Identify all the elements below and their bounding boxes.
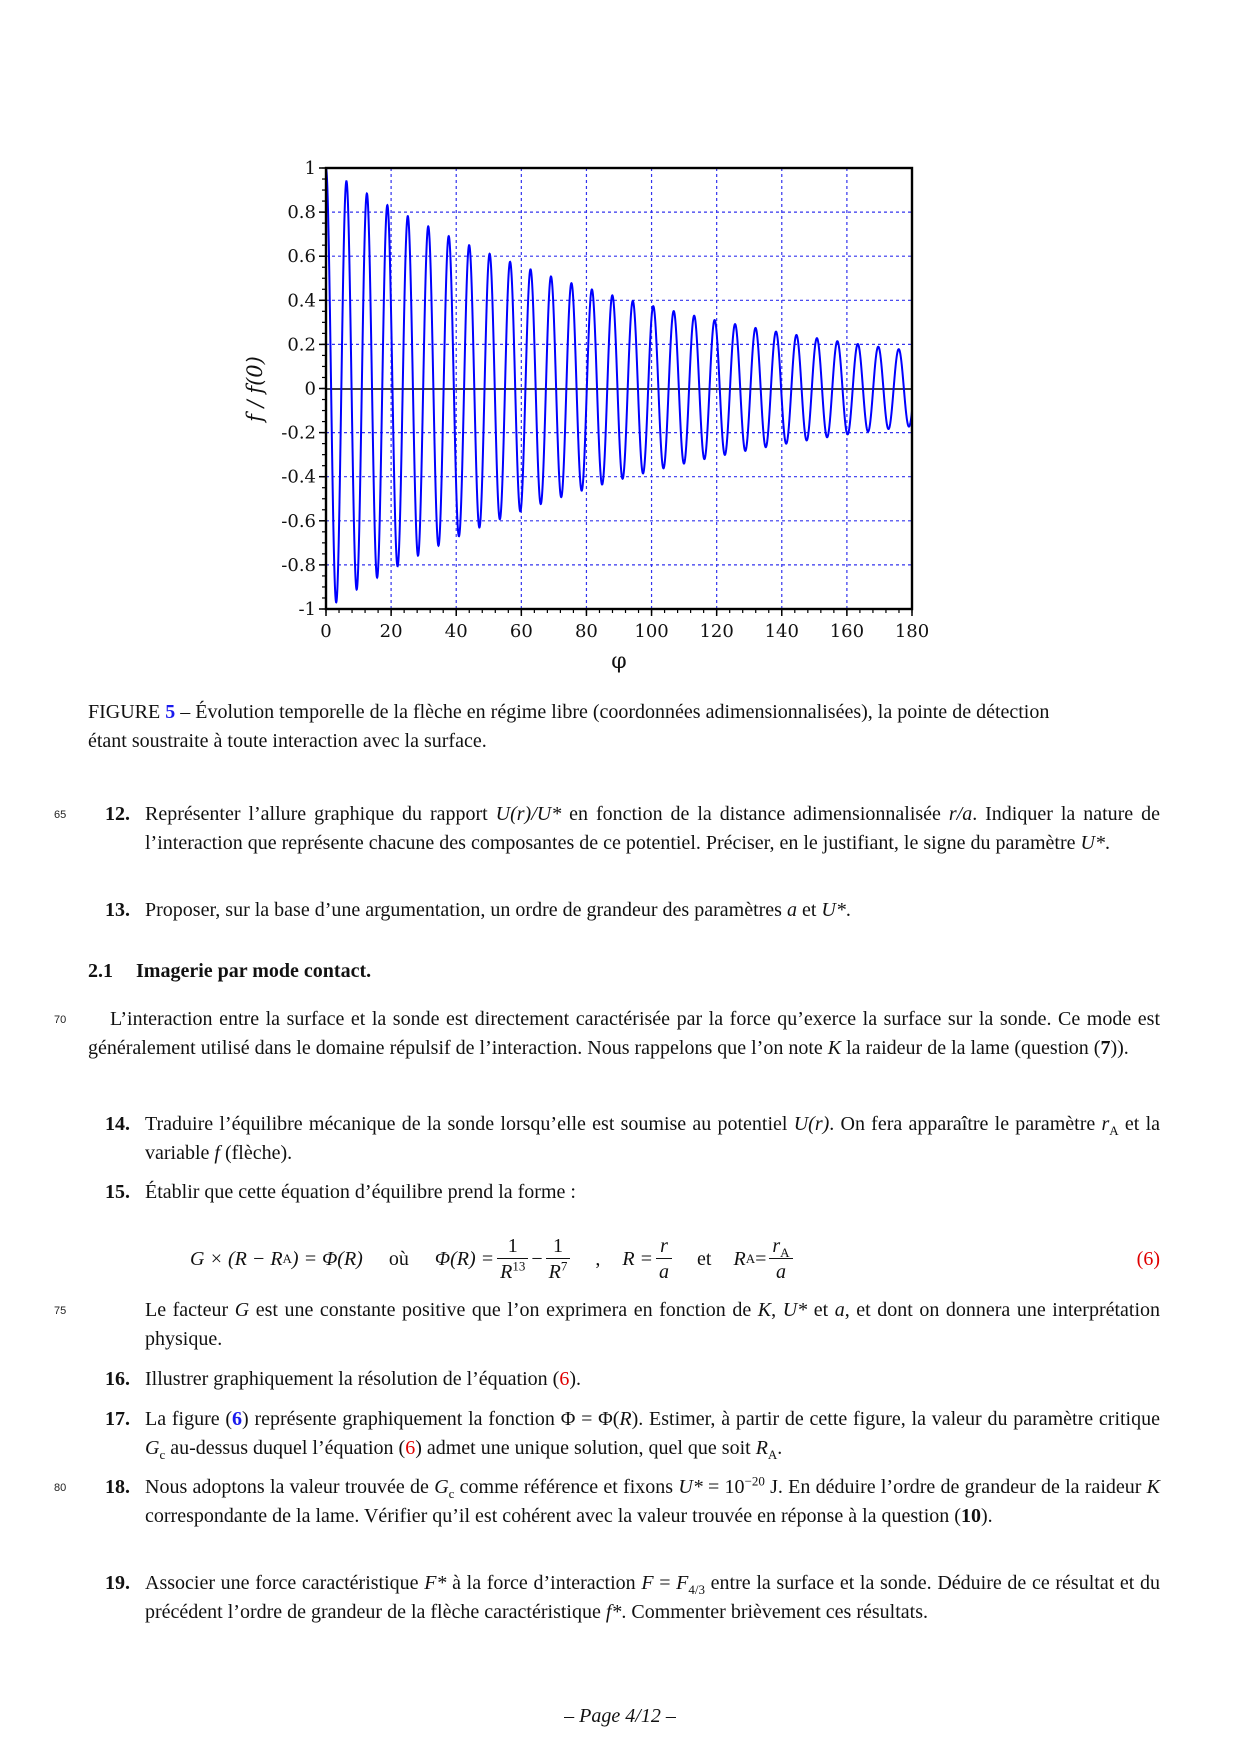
question-text	[145, 800, 1160, 857]
text: .	[1104, 831, 1110, 854]
line-number: 65	[54, 809, 67, 821]
line-number: 70	[54, 1014, 67, 1026]
exponent: −20	[744, 1473, 765, 1489]
operator: −	[531, 1247, 543, 1270]
series-line-f-over-f0	[326, 168, 912, 602]
math: F*	[424, 1572, 447, 1594]
text: et	[807, 1299, 835, 1321]
question-text	[145, 1365, 1160, 1394]
math: r	[1101, 1113, 1110, 1135]
text: comme référence et fixons	[454, 1476, 679, 1498]
text: Le facteur	[145, 1299, 235, 1321]
y-tick-label: -1	[298, 599, 316, 620]
line-number: 75	[54, 1305, 67, 1317]
math: R	[500, 1260, 513, 1283]
y-tick-labels	[281, 158, 326, 620]
question-ref-link[interactable]: 7	[1100, 1036, 1111, 1059]
operator: =	[755, 1247, 767, 1270]
denominator: a	[775, 1260, 786, 1283]
figure-5-chart	[0, 0, 1240, 690]
text: ).	[980, 1504, 993, 1527]
fraction	[546, 1234, 571, 1285]
y-tick-label: -0.2	[281, 422, 316, 444]
text: Associer une force caractéristique	[145, 1572, 425, 1594]
text: , et dont on donnera une interprétation physique.	[145, 1299, 1161, 1350]
math: K	[757, 1299, 772, 1321]
figure-number-link[interactable]: 5	[165, 701, 176, 723]
math: G	[434, 1476, 449, 1498]
math: U*	[678, 1476, 703, 1498]
exponent: 13	[512, 1257, 526, 1273]
text: est une constante positive que l’on exprimera en fonction de	[249, 1299, 758, 1321]
text: et	[796, 899, 822, 921]
exponent: 7	[560, 1257, 568, 1273]
x-tick-label: 0	[320, 621, 332, 642]
text: en fonction de la distance adimensionnalisée	[561, 803, 949, 825]
text: Illustrer graphiquement la résolution de l’équation (	[145, 1368, 560, 1390]
text: et	[697, 1247, 712, 1270]
text: .	[777, 1436, 783, 1459]
numerator: 1	[546, 1234, 571, 1259]
question-text	[145, 1473, 1160, 1530]
math: F	[676, 1572, 689, 1594]
text: . On fera apparaître le paramètre	[829, 1113, 1102, 1135]
question-number: 17.	[105, 1408, 130, 1430]
math: U(r)	[793, 1113, 830, 1135]
figure-label: FIGURE	[88, 701, 161, 723]
text: Proposer, sur la base d’une argumentation, un ordre de grandeur des paramètres	[145, 899, 787, 921]
equation-ref-link[interactable]: 6	[405, 1436, 416, 1459]
numerator: r	[656, 1234, 672, 1259]
text: .	[845, 899, 851, 921]
figure-ref-link[interactable]: 6	[232, 1408, 243, 1430]
text: ,	[595, 1247, 601, 1270]
text: )).	[1110, 1036, 1129, 1059]
text: = 10	[702, 1476, 745, 1498]
math: U*	[782, 1299, 808, 1321]
fraction	[497, 1234, 528, 1285]
question-text	[145, 1110, 1160, 1167]
x-axis-label: φ	[611, 649, 627, 674]
question-text	[145, 896, 1160, 925]
question-number: 16.	[105, 1368, 130, 1390]
text: et la variable	[145, 1113, 1160, 1164]
subscript: A	[767, 1446, 778, 1462]
text: =	[653, 1572, 677, 1594]
math: r/a	[948, 803, 973, 825]
equation-ref-link[interactable]: 6	[559, 1368, 570, 1390]
denominator	[546, 1259, 571, 1285]
text: ). Estimer, à partir de cette figure, la valeur du paramètre critique	[631, 1408, 1160, 1430]
x-tick-label: 40	[444, 621, 468, 642]
question-number: 12.	[105, 803, 130, 825]
y-tick-label: 0.2	[287, 334, 316, 356]
y-tick-label: 0	[304, 378, 316, 400]
math: K	[1146, 1476, 1161, 1498]
question-number: 14.	[105, 1113, 130, 1135]
subscript: c	[159, 1446, 166, 1462]
numerator: 1	[497, 1234, 528, 1259]
text: où	[388, 1247, 409, 1270]
text: ) représente graphiquement la fonction Φ = Φ(	[242, 1408, 620, 1430]
text: entre la surface et la sonde. Déduire de ce résultat et du précédent l’ordre de grandeur de la flèche caractéristique	[145, 1572, 1161, 1623]
fraction	[656, 1234, 672, 1285]
question-text	[145, 1405, 1160, 1462]
math: f*	[605, 1600, 622, 1623]
text: ,	[771, 1299, 783, 1321]
numerator	[769, 1234, 792, 1259]
math: ) = Φ(R)	[291, 1247, 363, 1270]
text: au-dessus duquel l’équation (	[165, 1436, 406, 1459]
y-tick-label: 1	[304, 158, 316, 179]
y-tick-label: 0.4	[287, 290, 316, 312]
math: G	[234, 1299, 250, 1321]
math: R	[619, 1408, 632, 1430]
section-number: 2.1	[88, 960, 113, 982]
math: R	[548, 1260, 561, 1283]
text: ).	[569, 1368, 581, 1390]
text: Représenter l’allure graphique du rapport	[145, 803, 496, 825]
math: R	[733, 1247, 746, 1270]
y-tick-label: -0.6	[281, 510, 316, 532]
caption-text-line1: – Évolution temporelle de la flèche en régime libre (coordonnées adimensionnalisées), la pointe de détection	[175, 701, 1050, 723]
math: U*	[1080, 831, 1105, 854]
fraction	[769, 1234, 792, 1285]
text: Traduire l’équilibre mécanique de la sonde lorsqu’elle est soumise au potentiel	[145, 1113, 794, 1135]
x-tick-label: 100	[634, 621, 669, 642]
math: U(r)/U*	[495, 803, 562, 825]
question-ref-link[interactable]: 10	[960, 1504, 981, 1527]
paragraph-factor-G	[145, 1296, 1160, 1353]
text: la raideur de la lame (question (	[841, 1036, 1101, 1059]
text: L’interaction entre la surface et la sonde est directement caractérisée par la force qu’exerce la surface sur la sonde. Ce mode est généralement utilisé dans le domaine répulsif de l’interaction. Nous rappelons que l’on note	[88, 1008, 1160, 1059]
text: . Commenter brièvement ces résultats.	[621, 1600, 928, 1623]
math: R =	[622, 1247, 654, 1270]
subscript: A	[1109, 1123, 1119, 1138]
paragraph-contact-mode	[88, 1005, 1160, 1062]
page-number: – Page 4/12 –	[564, 1705, 676, 1727]
math: f	[214, 1141, 220, 1164]
equation-6: G × (R − R A ) = Φ(R) où Φ(R) = $\frac{1}{R^{13}}$ − $\frac{1}{R^7}$ , R = $\frac{r}{a}$ et R A = $\frac{r_A}{a}$ (6)	[190, 1234, 1160, 1283]
text: Nous adoptons la valeur trouvée de	[145, 1476, 435, 1498]
figure-caption	[88, 698, 1160, 755]
x-tick-label: 120	[699, 621, 734, 642]
x-tick-label: 180	[894, 621, 930, 642]
denominator: a	[659, 1260, 670, 1283]
math: Φ(R) =	[434, 1247, 495, 1270]
line-number: 80	[54, 1482, 67, 1494]
question-number: 15.	[105, 1181, 130, 1203]
section-title: Imagerie par mode contact.	[136, 960, 372, 982]
subscript: 4/3	[688, 1582, 706, 1597]
text: correspondante de la lame. Vérifier qu’il est cohérent avec la valeur trouvée en réponse à la question (	[145, 1504, 961, 1527]
text: à la force d’interaction	[446, 1572, 642, 1594]
math: G × (R − R	[190, 1247, 283, 1270]
denominator	[497, 1259, 528, 1285]
math: r	[772, 1234, 781, 1257]
question-number: 19.	[105, 1572, 130, 1594]
text: Établir que cette équation d’équilibre prend la forme :	[145, 1181, 576, 1203]
subscript: c	[448, 1486, 455, 1501]
x-tick-label: 160	[829, 621, 865, 642]
text: La figure (	[145, 1408, 233, 1430]
x-tick-label: 20	[379, 621, 403, 642]
math: G	[145, 1436, 160, 1459]
x-tick-label: 140	[764, 621, 799, 642]
x-tick-label: 60	[509, 621, 533, 642]
page-footer	[0, 1705, 1240, 1728]
math: F	[641, 1572, 654, 1594]
math: R	[755, 1436, 768, 1459]
text: J. En déduire l’ordre de grandeur de la raideur	[764, 1476, 1147, 1498]
text: ) admet une unique solution, quel que soit	[415, 1436, 756, 1459]
x-tick-labels	[320, 609, 929, 642]
subscript: A	[780, 1244, 790, 1260]
y-tick-label: -0.4	[281, 466, 316, 488]
caption-text-line2: étant soustraite à toute interaction avec la surface.	[88, 729, 487, 752]
math: a	[834, 1299, 845, 1321]
question-text	[145, 1569, 1160, 1626]
text: . Indiquer la nature de l’interaction que représente chacune des composantes de ce potentiel. Préciser, en le justifiant, le signe du paramètre	[145, 803, 1160, 854]
question-number: 18.	[105, 1476, 130, 1498]
y-tick-label: -0.8	[281, 554, 316, 576]
math: K	[827, 1036, 842, 1059]
y-axis-label: f / f(0)	[243, 356, 267, 422]
math: U*	[821, 899, 846, 921]
x-tick-label: 80	[574, 621, 598, 642]
question-text	[145, 1178, 1160, 1207]
question-number: 13.	[105, 899, 130, 921]
section-heading	[88, 960, 371, 983]
y-tick-label: 0.8	[287, 202, 316, 224]
y-tick-label: 0.6	[287, 246, 316, 268]
equation-tag: (6)	[1136, 1247, 1160, 1270]
math: a	[786, 899, 797, 921]
text: (flèche).	[219, 1141, 293, 1164]
